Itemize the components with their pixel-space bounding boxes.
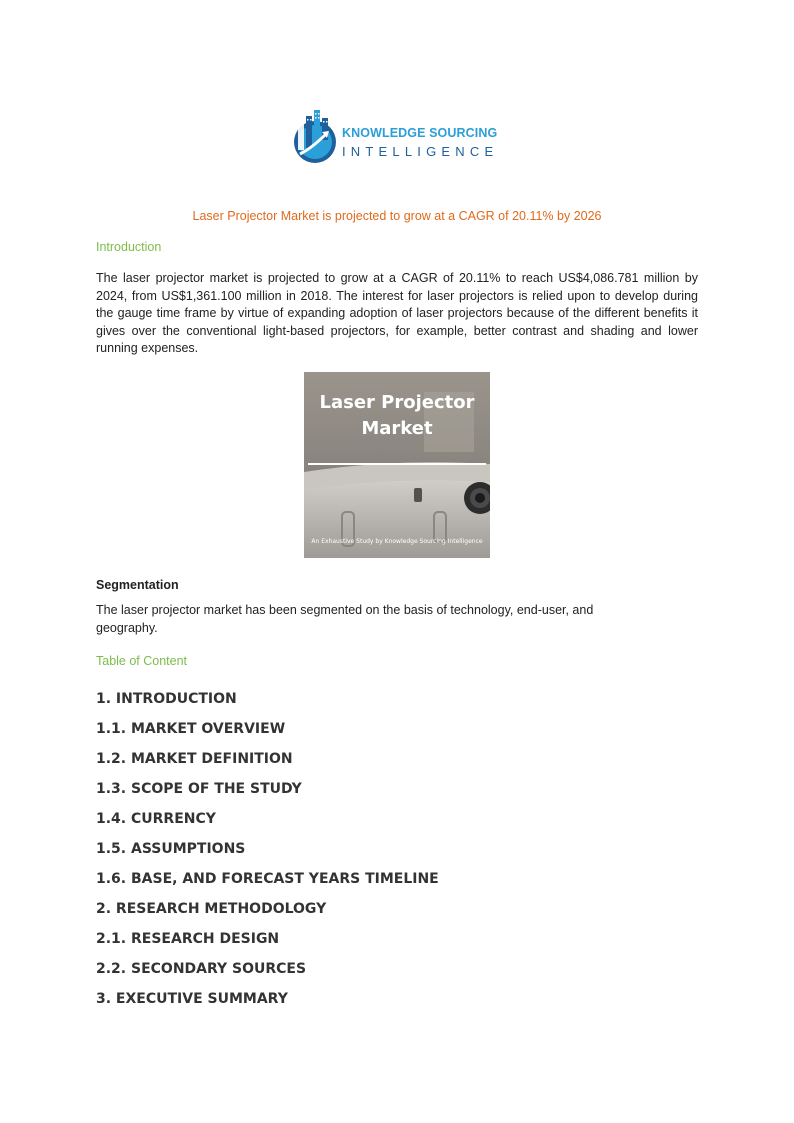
toc-item: 1.6. BASE, AND FORECAST YEARS TIMELINE bbox=[96, 871, 439, 887]
toc-item: 1. INTRODUCTION bbox=[96, 691, 237, 707]
toc-item: 2. RESEARCH METHODOLOGY bbox=[96, 901, 327, 917]
cover-subtitle: An Exhaustive Study by Knowledge Sourcing Intelligence bbox=[311, 538, 483, 545]
segmentation-paragraph: The laser projector market has been segmented on the basis of technology, end-user, and geography. bbox=[96, 603, 594, 635]
toc-item: 1.2. MARKET DEFINITION bbox=[96, 751, 293, 767]
logo-text-line1: KNOWLEDGE SOURCING bbox=[342, 126, 498, 140]
toc-item: 3. EXECUTIVE SUMMARY bbox=[96, 991, 288, 1007]
introduction-paragraph: The laser projector market is projected to grow at a CAGR of 20.11% to reach US$4,086.781 million by 2024, from US$1,361.100 million in 2018. The interest for laser projectors is relied upon to develop during the gauge time frame by virtue of expanding adoption of laser projectors because of the different benefits it gives over the conventional light-based projectors, for example, better contrast and shading and lower running expenses. bbox=[96, 271, 698, 355]
toc-item: 1.3. SCOPE OF THE STUDY bbox=[96, 781, 302, 797]
cover-title-line1: Laser Projector bbox=[319, 392, 475, 413]
table-of-content-label: Table of Content bbox=[96, 654, 188, 668]
building-chart-logo-icon bbox=[290, 104, 340, 166]
introduction-label: Introduction bbox=[96, 240, 162, 254]
cover-title-line2: Market bbox=[361, 418, 433, 439]
segmentation-heading: Segmentation bbox=[96, 578, 179, 592]
logo-text-line2: INTELLIGENCE bbox=[342, 144, 499, 159]
toc-item: 2.1. RESEARCH DESIGN bbox=[96, 931, 280, 947]
toc-item: 1.4. CURRENCY bbox=[96, 811, 216, 827]
report-cover-image bbox=[304, 372, 490, 558]
toc-item: 1.5. ASSUMPTIONS bbox=[96, 841, 246, 857]
toc-item: 1.1. MARKET OVERVIEW bbox=[96, 721, 286, 737]
toc-item: 2.2. SECONDARY SOURCES bbox=[96, 961, 307, 977]
cover-title bbox=[304, 390, 490, 442]
company-logo bbox=[290, 104, 510, 166]
document-headline: Laser Projector Market is projected to grow at a CAGR of 20.11% by 2026 bbox=[192, 209, 602, 223]
table-of-contents bbox=[96, 688, 439, 1018]
